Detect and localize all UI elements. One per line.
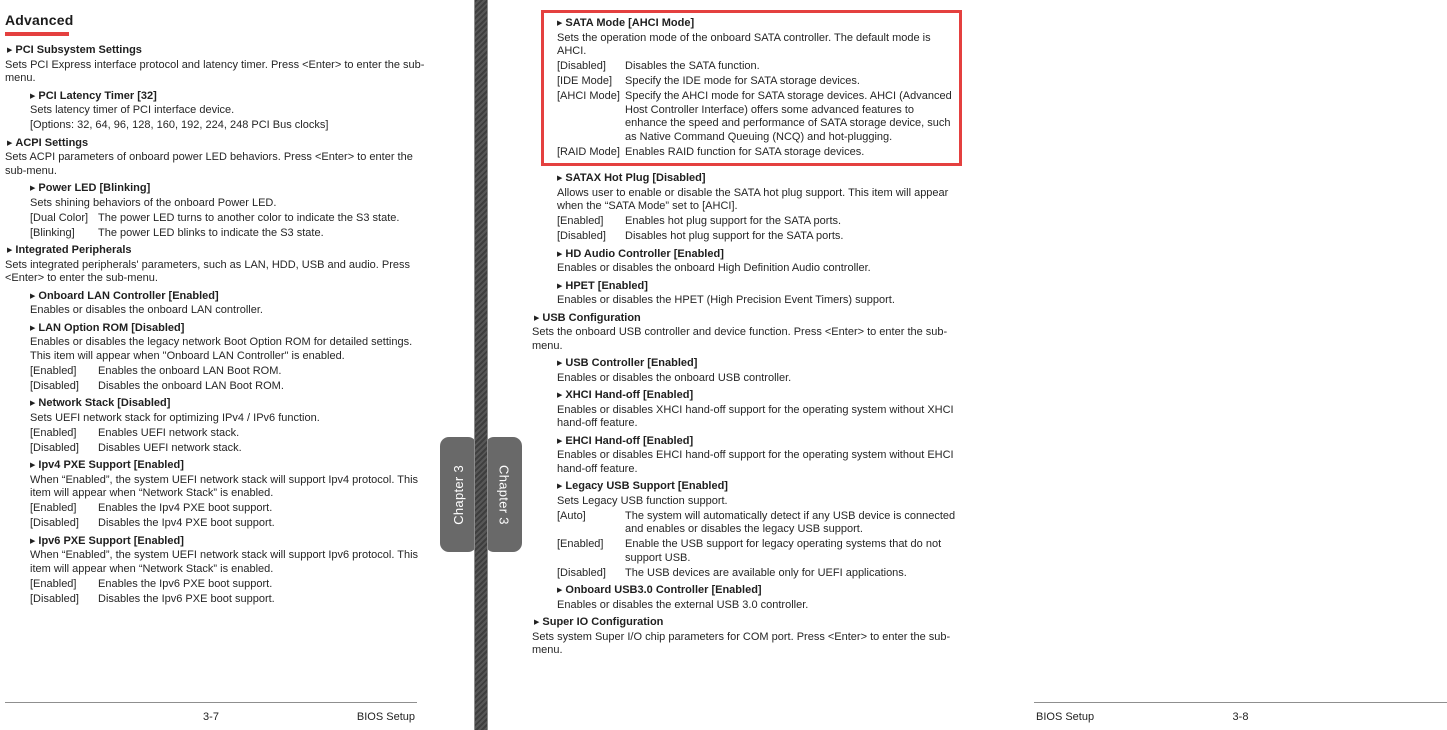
- option-row: [557, 90, 953, 144]
- option-description: Enables UEFI network stack.: [98, 426, 240, 439]
- option-description: Enables hot plug support for the SATA ports.: [625, 215, 842, 227]
- option-description: The power LED turns to another color to indicate the S3 state.: [98, 211, 400, 224]
- menu-item: [532, 357, 956, 385]
- menu-item-description: Enables or disables the external USB 3.0 controller.: [557, 598, 809, 611]
- menu-item-description: When “Enabled”, the system UEFI network stack will support Ipv6 protocol. This item will appear when “Network Stack” is enabled.: [30, 549, 419, 575]
- option-value: [Enabled]: [30, 577, 77, 590]
- chapter-tab-label: Chapter 3: [450, 464, 466, 525]
- menu-item-title-text: USB Configuration: [542, 311, 641, 324]
- page-number: 3-8: [1232, 711, 1249, 723]
- page-left-content: [0, 0, 474, 606]
- option-description: Disables the Ipv6 PXE boot support.: [98, 592, 275, 605]
- option-value: [Dual Color]: [30, 211, 89, 224]
- menu-item-title: [557, 435, 956, 450]
- option-row: [557, 538, 956, 565]
- bullet-arrow-icon: ▶: [557, 360, 563, 367]
- menu-item-description: Sets UEFI network stack for optimizing IPv4 / IPv6 function.: [30, 411, 320, 424]
- menu-item-description: Sets system Super I/O chip parameters for COM port. Press <Enter> to enter the sub-menu.: [532, 630, 951, 656]
- chapter-tab-right: [485, 437, 522, 552]
- bullet-arrow-icon: ▶: [557, 282, 563, 290]
- bullet-arrow-icon: ▶: [557, 392, 563, 399]
- option-row: [557, 215, 956, 229]
- bullet-arrow-icon: ▶: [534, 619, 540, 626]
- menu-item-description: Sets the operation mode of the onboard SATA controller. The default mode is AHCI.: [557, 31, 931, 57]
- option-value: [Enabled]: [557, 538, 604, 550]
- menu-item: [5, 290, 428, 318]
- option-value: [Enabled]: [30, 364, 77, 377]
- option-value: [Auto]: [557, 509, 586, 522]
- menu-item: [5, 322, 428, 394]
- menu-item-description: Enables or disables the onboard LAN controller.: [30, 304, 263, 316]
- options-list: [557, 510, 956, 581]
- option-description: Enables RAID function for SATA storage devices.: [625, 145, 865, 158]
- bullet-arrow-icon: ▶: [557, 250, 563, 258]
- footer-label: BIOS Setup: [356, 711, 415, 723]
- option-row: [557, 60, 953, 74]
- menu-item: [532, 280, 956, 308]
- option-row: [30, 502, 428, 516]
- page-right: [489, 0, 1249, 730]
- page-right-content: [489, 0, 966, 658]
- menu-item-title-text: XHCI Hand-off [Enabled]: [565, 389, 694, 401]
- footer-right: [1034, 702, 1447, 730]
- menu-item-description: Sets integrated peripherals' parameters, such as LAN, HDD, USB and audio. Press <Enter> to enter the sub-menu.: [5, 258, 411, 284]
- option-row: [30, 517, 428, 531]
- option-description: Enables the onboard LAN Boot ROM.: [98, 364, 282, 377]
- menu-item: [544, 17, 953, 159]
- options-list: [30, 365, 428, 394]
- option-value: [Disabled]: [30, 592, 79, 605]
- menu-item-title: [557, 17, 953, 32]
- option-description: The system will automatically detect if any USB device is connected and enables or disables the legacy USB support.: [625, 509, 956, 535]
- option-description: Disables the SATA function.: [625, 60, 760, 72]
- menu-item-description: [Options: 32, 64, 96, 128, 160, 192, 224, 248 PCI Bus clocks]: [30, 119, 329, 131]
- menu-item-description: Sets Legacy USB function support.: [557, 494, 728, 507]
- menu-item-title: [557, 172, 956, 187]
- option-value: [Disabled]: [557, 230, 606, 242]
- menu-item-title-text: PCI Latency Timer [32]: [38, 89, 157, 102]
- menu-item: [5, 459, 428, 531]
- menu-item-title-text: SATA Mode [AHCI Mode]: [565, 17, 695, 29]
- bullet-arrow-icon: ▶: [30, 292, 36, 300]
- bullet-arrow-icon: ▶: [30, 92, 36, 100]
- menu-item-description: Enables or disables the HPET (High Precision Event Timers) support.: [557, 294, 895, 306]
- bullet-arrow-icon: ▶: [7, 247, 13, 254]
- option-value: [Disabled]: [30, 517, 79, 529]
- bullet-arrow-icon: ▶: [7, 139, 13, 147]
- bullet-arrow-icon: ▶: [7, 47, 13, 54]
- option-description: Enable the USB support for legacy operating systems that do not support USB.: [625, 538, 942, 564]
- menu-item: [532, 584, 956, 612]
- menu-item-title: [30, 290, 428, 305]
- menu-item-title-text: Legacy USB Support [Enabled]: [565, 480, 728, 492]
- option-row: [30, 380, 428, 394]
- option-row: [30, 212, 428, 226]
- menu-item-title-text: HPET [Enabled]: [565, 279, 648, 292]
- option-description: Disables the onboard LAN Boot ROM.: [98, 379, 284, 392]
- menu-item-title-text: Onboard LAN Controller [Enabled]: [38, 289, 219, 302]
- menu-item-title-text: Onboard USB3.0 Controller [Enabled]: [565, 584, 762, 596]
- bullet-arrow-icon: ▶: [557, 437, 563, 445]
- option-value: [Disabled]: [30, 379, 79, 392]
- menu-item-title: [30, 182, 428, 197]
- bullet-arrow-icon: ▶: [557, 587, 563, 594]
- chapter-tab-label: Chapter 3: [496, 464, 512, 525]
- menu-item-title: [557, 248, 956, 263]
- menu-item-title: [557, 357, 956, 372]
- option-value: [Enabled]: [30, 502, 77, 514]
- menu-item-description: Allows user to enable or disable the SATA hot plug support. This item will appear when the “SATA Mode” set to [AHCI].: [557, 186, 949, 212]
- menu-item: [532, 435, 956, 477]
- option-description: Specify the IDE mode for SATA storage devices.: [625, 75, 860, 87]
- options-list: [30, 502, 428, 531]
- option-description: Enables the Ipv6 PXE boot support.: [98, 577, 273, 590]
- menu-item: [532, 172, 956, 244]
- option-description: Disables the Ipv4 PXE boot support.: [98, 517, 275, 529]
- spine-divider: [474, 0, 488, 730]
- menu-item: [5, 90, 428, 133]
- bullet-arrow-icon: ▶: [30, 537, 36, 545]
- bullet-arrow-icon: ▶: [557, 175, 563, 182]
- menu-item-title: [5, 44, 428, 59]
- option-row: [30, 578, 428, 592]
- footer-left: [5, 702, 417, 730]
- menu-item-title: [557, 584, 956, 599]
- bullet-arrow-icon: ▶: [534, 314, 540, 322]
- menu-item-title-text: Ipv4 PXE Support [Enabled]: [38, 459, 184, 471]
- page-number: 3-7: [203, 711, 219, 723]
- menu-item-description: Enables or disables the legacy network Boot Option ROM for detailed settings. This item will appear when "Onboard LAN Controller" is enabled.: [30, 336, 413, 362]
- menu-item-title: [30, 459, 428, 474]
- option-value: [Enabled]: [557, 215, 604, 227]
- option-value: [Disabled]: [557, 60, 606, 72]
- option-row: [30, 427, 428, 441]
- menu-item-title-text: ACPI Settings: [15, 136, 89, 149]
- menu-item-description: Sets PCI Express interface protocol and latency timer. Press <Enter> to enter the sub-menu.: [5, 58, 425, 84]
- bullet-arrow-icon: ▶: [557, 20, 563, 27]
- options-list: [30, 212, 428, 241]
- menu-item: [532, 389, 956, 431]
- menu-item-list: [5, 44, 428, 606]
- menu-item-description: Enables or disables EHCI hand-off support for the operating system without EHCI hand-off feature.: [557, 449, 954, 475]
- menu-item: [532, 248, 956, 276]
- menu-item-title: [30, 322, 428, 337]
- menu-item-title-text: Super IO Configuration: [542, 616, 664, 628]
- option-row: [30, 593, 428, 607]
- menu-item-title: [532, 312, 956, 327]
- menu-item-title-text: Integrated Peripherals: [15, 244, 132, 256]
- menu-item-description: Enables or disables XHCI hand-off support for the operating system without XHCI hand-off feature.: [557, 403, 954, 429]
- menu-item-description: Sets latency timer of PCI interface device.: [30, 104, 235, 116]
- menu-item-title-text: SATAX Hot Plug [Disabled]: [565, 172, 706, 184]
- option-value: [Disabled]: [30, 441, 79, 454]
- menu-item-title-text: EHCI Hand-off [Enabled]: [565, 434, 694, 447]
- menu-item-title: [30, 397, 428, 412]
- menu-item-title-text: LAN Option ROM [Disabled]: [38, 321, 185, 334]
- bullet-arrow-icon: ▶: [557, 483, 563, 490]
- menu-item-title: [557, 480, 956, 495]
- menu-item-title-text: Ipv6 PXE Support [Enabled]: [38, 534, 184, 547]
- option-description: Enables the Ipv4 PXE boot support.: [98, 502, 273, 514]
- option-value: [Blinking]: [30, 226, 75, 239]
- menu-item: [5, 244, 428, 286]
- menu-item: [5, 182, 428, 240]
- menu-item: [5, 397, 428, 455]
- option-value: [AHCI Mode]: [557, 90, 620, 102]
- option-row: [30, 227, 428, 241]
- menu-item: [532, 616, 956, 658]
- bullet-arrow-icon: ▶: [30, 400, 36, 407]
- page-left: [0, 0, 474, 730]
- options-list: [557, 60, 953, 159]
- menu-item: [5, 44, 428, 86]
- option-row: [30, 365, 428, 379]
- option-description: Disables UEFI network stack.: [98, 441, 242, 454]
- option-description: Disables hot plug support for the SATA ports.: [625, 230, 844, 242]
- option-value: [Enabled]: [30, 426, 77, 439]
- options-list: [30, 578, 428, 607]
- menu-item-description: Enables or disables the onboard High Definition Audio controller.: [557, 262, 871, 274]
- menu-item-title: [30, 90, 428, 105]
- menu-item-title: [532, 616, 956, 631]
- option-row: [557, 75, 953, 89]
- menu-item-description: Sets the onboard USB controller and device function. Press <Enter> to enter the sub-menu.: [532, 326, 948, 352]
- menu-item: [5, 137, 428, 179]
- heading-underline-bar: [5, 32, 69, 36]
- bullet-arrow-icon: ▶: [30, 185, 36, 192]
- section-heading: Advanced: [5, 12, 74, 28]
- menu-item: [5, 535, 428, 607]
- menu-item: [532, 480, 956, 580]
- highlight-box: [541, 10, 962, 166]
- menu-item-list: [532, 10, 956, 658]
- bullet-arrow-icon: ▶: [30, 324, 36, 332]
- menu-item-title-text: Network Stack [Disabled]: [38, 397, 171, 409]
- option-value: [Disabled]: [557, 566, 606, 579]
- menu-item-title-text: HD Audio Controller [Enabled]: [565, 247, 724, 260]
- menu-item-title-text: Power LED [Blinking]: [38, 182, 151, 194]
- option-row: [557, 510, 956, 537]
- menu-item-description: Sets ACPI parameters of onboard power LED behaviors. Press <Enter> to enter the sub-menu.: [5, 151, 413, 177]
- option-row: [557, 230, 956, 244]
- menu-item-title: [557, 389, 956, 404]
- footer-label: BIOS Setup: [1036, 711, 1095, 723]
- option-value: [RAID Mode]: [557, 145, 620, 158]
- bullet-arrow-icon: ▶: [30, 462, 36, 469]
- menu-item-title: [5, 137, 428, 152]
- option-row: [557, 567, 956, 581]
- options-list: [30, 427, 428, 456]
- menu-item-title-text: USB Controller [Enabled]: [565, 357, 698, 369]
- menu-item-title: [557, 280, 956, 295]
- option-description: The power LED blinks to indicate the S3 state.: [98, 226, 324, 239]
- option-description: The USB devices are available only for UEFI applications.: [625, 566, 907, 579]
- option-row: [557, 146, 953, 160]
- chapter-tab-left: [440, 437, 477, 552]
- option-value: [IDE Mode]: [557, 75, 613, 87]
- options-list: [557, 215, 956, 244]
- menu-item-description: Sets shining behaviors of the onboard Power LED.: [30, 196, 277, 209]
- option-description: Specify the AHCI mode for SATA storage devices. AHCI (Advanced Host Controller Interface) offers some advanced features to enhance the speed and performance of SATA storage device, such as Native Command Queuing (NCQ) and hot-plugging.: [625, 90, 952, 143]
- menu-item-title-text: PCI Subsystem Settings: [15, 44, 142, 56]
- menu-item-description: When “Enabled”, the system UEFI network stack will support Ipv4 protocol. This item will appear when “Network Stack” is enabled.: [30, 473, 419, 499]
- menu-item-title: [30, 535, 428, 550]
- menu-item-title: [5, 244, 428, 259]
- option-row: [30, 442, 428, 456]
- menu-item-description: Enables or disables the onboard USB controller.: [557, 371, 792, 384]
- menu-item: [532, 312, 956, 354]
